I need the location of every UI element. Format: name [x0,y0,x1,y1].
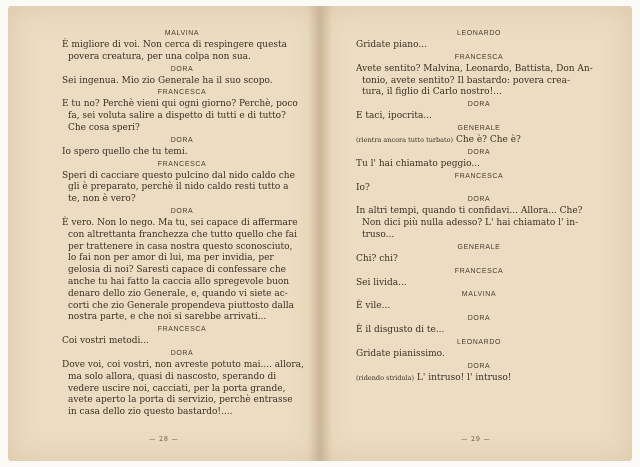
dialogue-text: con altrettanta franchezza che tutto quello che fai [68,229,297,240]
speaker-name: DORA [467,101,491,109]
dialogue-text: L' intruso! l' intruso! [416,372,512,383]
dialogue-text: in casa dello zio questo bastardo!.... [68,407,233,418]
dialogue-text: Non dici più nulla adesso? L' hai chiamato l' in- [362,218,579,229]
dialogue-text: Sei ingenua. Mio zio Generale ha il suo scopo. [62,75,273,86]
speaker-name: LEONARDO [456,338,502,346]
dialogue-text: Coi vostri metodi... [62,336,149,347]
speaker-name: FRANCESCA [454,267,504,275]
stage-direction: (ridendo stridula) [356,373,415,382]
dialogue-text: fa, sei voluta salire a dispetto di tutti e di tutto? [68,111,286,122]
speaker-name: DORA [170,65,194,73]
dialogue-line [62,99,302,134]
speaker-name: DORA [170,349,194,357]
right-page [320,6,632,461]
dialogue-text: E tu no? Perchè vieni qui ogni giorno? Perchè, poco [62,99,298,110]
dialogue-text: Chi? chi? [356,253,398,264]
dialogue-text: truso... [362,229,395,240]
dialogue-line [62,40,302,64]
speaker-name: MALVINA [164,30,200,37]
dialogue-line [356,325,602,337]
dialogue-text: E taci, ipocrita... [356,111,432,122]
dialogue-text: anche tu hai fatto la caccia allo spregevole buon [68,276,290,287]
stage-direction: (rientra ancora tutto turbato) [356,135,454,144]
dialogue-line [356,64,602,99]
dialogue-text: povera creatura, per una colpa non sua. [68,51,251,62]
dialogue-text: gelosia di noi? Saresti capace di confessare che [68,265,286,276]
dialogue-line [356,159,602,171]
speaker-name: DORA [467,196,491,204]
dialogue-text: Gridate piano... [356,40,427,50]
speaker-name: FRANCESCA [454,172,504,180]
right-page-text [356,28,602,385]
dialogue-line [356,254,602,266]
dialogue-text: È migliore di voi. Non cerca di respingere questa [62,40,288,50]
speaker-name: DORA [467,148,491,156]
dialogue-text: Avete sentito? Malvina, Leonardo, Battista, Don An- [356,63,593,74]
left-page [8,6,320,461]
dialogue-text: gli è preparato, perchè il nido caldo resti tutto a [68,182,289,193]
dialogue-line [356,40,602,52]
left-page-text [62,28,302,419]
speaker-name: MALVINA [461,291,497,299]
page-number: — 28 — [149,436,179,443]
dialogue-line [356,301,602,313]
dialogue-text: denaro dello zio Generale, e, quando vi siete ac- [68,288,288,299]
dialogue-text: Sei livida... [356,277,407,288]
dialogue-text: ma solo allora, quasi di nascosto, sperando di [68,371,277,382]
dialogue-line [356,206,602,241]
dialogue-text: vedere uscire noi, cacciati, per la porta grande, [68,383,286,394]
speaker-name: DORA [170,207,194,215]
dialogue-text: nostra parte, e che noi si sarebbe arrivati... [68,312,267,323]
dialogue-line [356,135,602,147]
dialogue-text: In altri tempi, quando ti confidavi... Allora... Che? [356,206,583,217]
speaker-name: FRANCESCA [454,53,504,61]
dialogue-text: Che è? Che è? [455,134,521,145]
speaker-name: LEONARDO [456,30,502,37]
dialogue-text: Gridate pianissimo. [356,348,445,359]
book-gutter [308,6,332,461]
speaker-name: FRANCESCA [157,326,207,334]
dialogue-line [356,278,602,290]
speaker-name: FRANCESCA [157,160,207,168]
dialogue-text: per trattenere in casa nostra questo sconosciuto, [68,241,293,252]
dialogue-line [62,76,302,88]
dialogue-line [62,336,302,348]
dialogue-text [356,373,602,385]
dialogue-text: È vero. Non lo nego. Ma tu, sei capace di affermare [62,217,298,228]
dialogue-line [356,373,602,385]
speaker-name: GENERALE [457,124,501,132]
dialogue-text: È vile... [356,301,391,312]
dialogue-text [356,135,602,147]
dialogue-text: corti che zio Generale propendeva piuttosto dalla [68,300,295,311]
dialogue-line [356,111,602,123]
dialogue-text: avete aperto la porta di servizio, perchè entrasse [68,395,293,406]
speaker-name: DORA [467,315,491,323]
dialogue-line [62,360,302,419]
dialogue-line [62,147,302,159]
dialogue-text: tura, il figlio di Carlo nostro!... [362,87,502,98]
page-number: — 29 — [461,436,491,443]
dialogue-line [62,218,302,324]
dialogue-text: Dove voi, coi vostri, non avreste potuto mai.... allora, [62,359,304,370]
dialogue-line [356,349,602,361]
dialogue-text: È il disgusto di te... [356,325,445,336]
dialogue-text: Tu l' hai chiamato peggio... [356,158,480,169]
speaker-name: FRANCESCA [157,89,207,97]
dialogue-line [62,171,302,206]
dialogue-text: tonio, avete sentito? Il bastardo: povera crea- [362,75,570,86]
dialogue-text: Io spero quello che tu temi. [62,146,188,157]
dialogue-text: Speri di cacciare questo pulcino dal nido caldo che [62,170,295,181]
dialogue-text: Che cosa speri? [68,122,140,133]
dialogue-line [356,183,602,195]
dialogue-text: Io? [356,182,370,193]
speaker-name: GENERALE [457,243,501,251]
dialogue-text: te, non è vero? [68,194,136,205]
dialogue-text: lo fai non per amor di lui, ma per invidia, per [68,253,274,264]
speaker-name: DORA [170,136,194,144]
speaker-name: DORA [467,362,491,370]
